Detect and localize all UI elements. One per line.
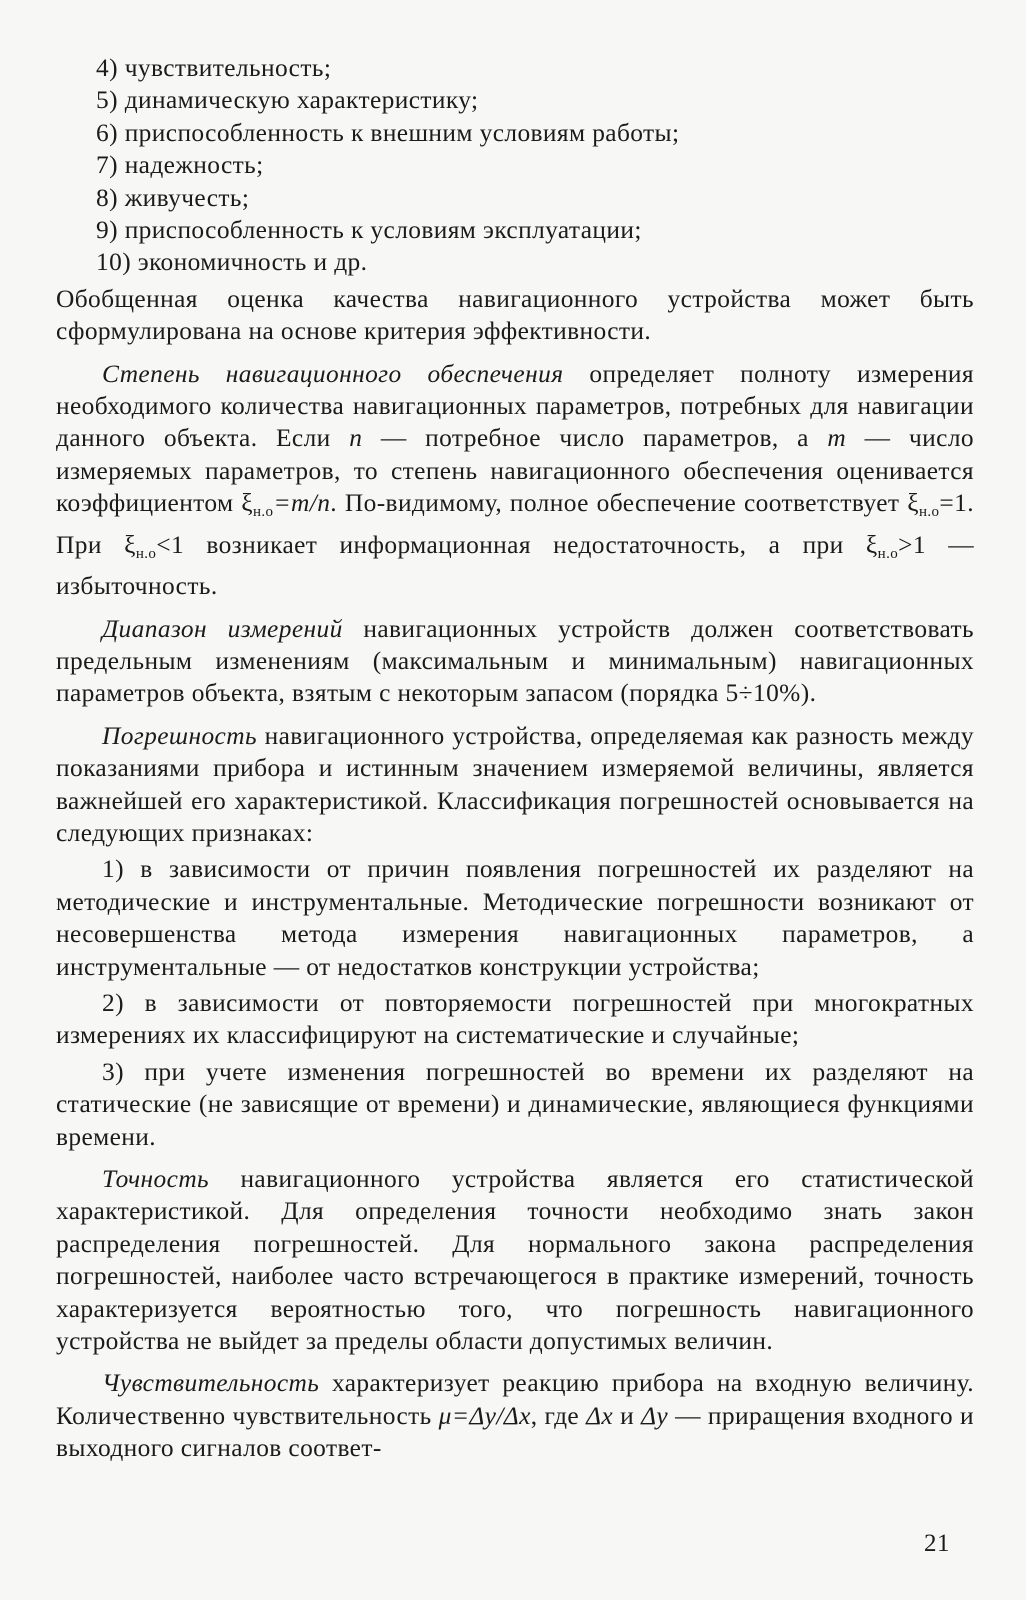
text-run: навигационных устройств должен соответствовать предельным изменениям (максимальным и минимальным) навигационных параметров объекта, взятым с некоторым запасом (порядка 5÷10%). (56, 614, 974, 708)
accuracy-paragraph (56, 1163, 974, 1357)
error-class-item: 3) при учете изменения погрешностей во времени их разделяют на статические (не зависящие от времени) и динамические, являющиеся функциями времени. (56, 1057, 974, 1151)
term-range: Диапазон измерений (102, 614, 343, 643)
subscript-no: н.о (918, 504, 940, 521)
text-run: — потребное число параметров, а (362, 424, 828, 453)
formula-eq-1: =1 (939, 489, 968, 518)
list-item: 7) надежность; (96, 151, 264, 180)
error-class-item: 1) в зависимости от причин появления погрешностей их разделяют на методические и инструментальные. Методические погрешности возникают от несовершенства метода измерения навигационных параметров, а инструментальные — от недостатков конструкции устройства; (56, 855, 974, 981)
summary-paragraph: Обобщенная оценка качества навигационного устройства может быть сформулирована на основе критерия эффективности. (56, 284, 974, 346)
text-run: — число измеряемых параметров, то степень навигационного обеспечения оценивается коэффициентом (56, 424, 974, 518)
error-paragraph (56, 720, 974, 850)
formula-m-over-n: =m/n (273, 489, 331, 518)
degree-paragraph (56, 358, 974, 603)
text-run: — приращения входного и выходного сигналов соответ- (56, 1401, 974, 1463)
term-error: Погрешность (102, 721, 257, 750)
list-item: 5) динамическую характеристику; (96, 86, 479, 115)
list-item: 9) приспособленность к условиям эксплуатации; (96, 216, 642, 245)
text-run: характеризует реакцию прибора на входную величину. Количественно чувствительность (56, 1369, 974, 1430)
var-dy: Δy (641, 1401, 669, 1430)
text-run: навигационного устройства является его статистической характеристикой. Для определения точности необходимо знать закон распределения погрешностей. Для нормального закона распределения погрешностей, наиболее часто встречающегося в практике измерений, точность характеризуется вероятностью того, что погрешность навигационного устройства не выйдет за пределы области допустимых величин. (56, 1165, 974, 1356)
xi-symbol: ξ (124, 530, 136, 559)
xi-symbol: ξ (865, 530, 878, 559)
subscript-no: н.о (135, 545, 157, 562)
term-accuracy: Точность (102, 1165, 210, 1193)
sensitivity-paragraph (56, 1367, 974, 1464)
term-sensitivity: Чувствительность (102, 1369, 320, 1398)
subscript-no: н.о (252, 504, 274, 521)
text-run: и (613, 1401, 642, 1430)
text-run: . При (56, 489, 974, 559)
list-item: 8) живучесть; (96, 183, 250, 212)
range-paragraph (56, 613, 974, 710)
var-m: m (827, 424, 847, 453)
text-run: — избыточность. (56, 530, 974, 601)
list-item: 6) приспособленность к внешним условиям работы; (96, 118, 680, 147)
subscript-no: н.о (877, 545, 899, 562)
text-run: навигационного устройства, определяемая как разность между показаниями прибора и истинным значением измеряемой величины, является важнейшей его характеристикой. Классификация погрешностей основывается на следующих признаках: (56, 721, 974, 847)
list-item: 4) чувствительность; (96, 54, 332, 82)
text-run: . По-видимому, полное обеспечение соответствует (330, 489, 908, 518)
text-run: возникает информационная недостаточность, а при (184, 530, 866, 559)
page-text (56, 52, 974, 1465)
formula-lt-1: <1 (156, 530, 185, 559)
xi-symbol: ξ (241, 489, 253, 518)
list-item: 10) экономичность и др. (96, 248, 368, 277)
var-n: n (349, 424, 363, 453)
text-run: определяет полноту измерения необходимого количества навигационных параметров, потребных для навигации данного объекта. Если (56, 359, 974, 453)
term-degree: Степень навигационного обеспечения (102, 359, 564, 388)
xi-symbol: ξ (907, 489, 919, 518)
error-class-item: 2) в зависимости от повторяемости погрешностей при многократных измерениях их классифицируют на систематические и случайные; (56, 988, 974, 1050)
text-run: , где (530, 1401, 587, 1430)
page-number: 21 (924, 1530, 950, 1557)
formula-gt-1: >1 (898, 530, 926, 559)
formula-sensitivity: μ=Δy/Δx (438, 1401, 531, 1430)
var-dx: Δx (586, 1401, 614, 1430)
